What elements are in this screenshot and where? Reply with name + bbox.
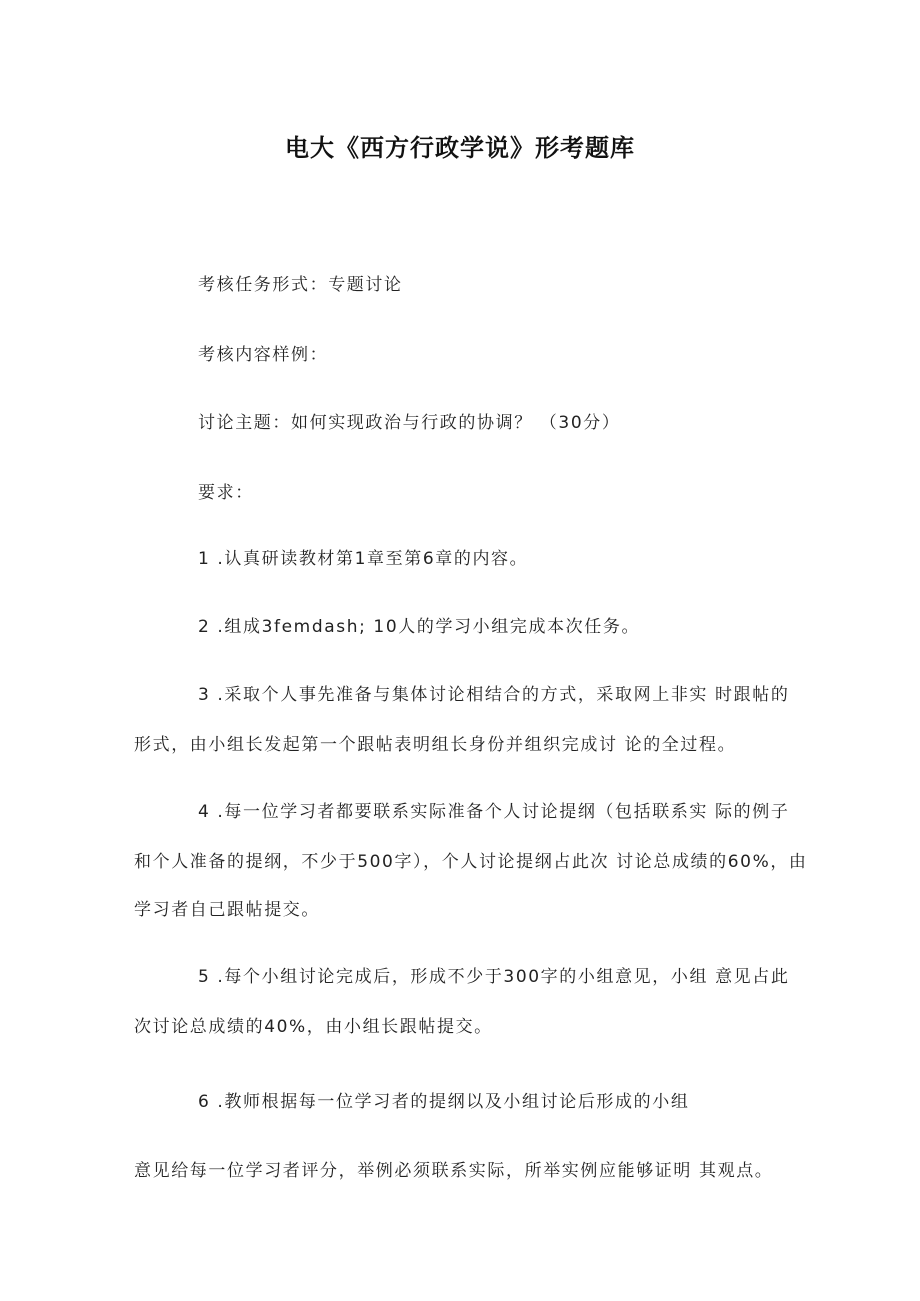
requirement-item-4-line-2: 和个人准备的提纲，不少于500字），个人讨论提纲占此次 讨论总成绩的60%，由 <box>134 852 808 872</box>
requirement-item-3-line-1: 3 .采取个人事先准备与集体讨论相结合的方式，采取网上非实 时跟帖的 <box>198 685 790 705</box>
requirement-item-4-line-1: 4 .每一位学习者都要联系实际准备个人讨论提纲（包括联系实 际的例子 <box>198 802 790 822</box>
requirements-label: 要求： <box>198 483 254 503</box>
requirement-item-5-line-1: 5 .每个小组讨论完成后，形成不少于300字的小组意见，小组 意见占此 <box>198 967 790 987</box>
requirement-item-6-line-1: 6 .教师根据每一位学习者的提纲以及小组讨论后形成的小组 <box>198 1092 690 1112</box>
requirement-item-3-line-2: 形式，由小组长发起第一个跟帖表明组长身份并组织完成讨 论的全过程。 <box>134 735 737 755</box>
requirement-item-5-line-2: 次讨论总成绩的40%，由小组长跟帖提交。 <box>134 1017 493 1037</box>
content-sample-line: 考核内容样例： <box>198 345 329 365</box>
requirement-item-2: 2 .组成3femdash; 10人的学习小组完成本次任务。 <box>198 617 641 637</box>
assessment-form-line: 考核任务形式：专题讨论 <box>198 275 403 295</box>
requirement-item-4-line-3: 学习者自己跟帖提交。 <box>134 900 320 920</box>
document-title: 电大《西方行政学说》形考题库 <box>285 134 635 162</box>
requirement-item-6-line-2: 意见给每一位学习者评分，举例必须联系实际，所举实例应能够证明 其观点。 <box>134 1161 774 1181</box>
requirement-item-1: 1 .认真研读教材第1章至第6章的内容。 <box>198 549 529 569</box>
discussion-topic-line: 讨论主题：如何实现政治与行政的协调？ （30分） <box>198 413 621 433</box>
